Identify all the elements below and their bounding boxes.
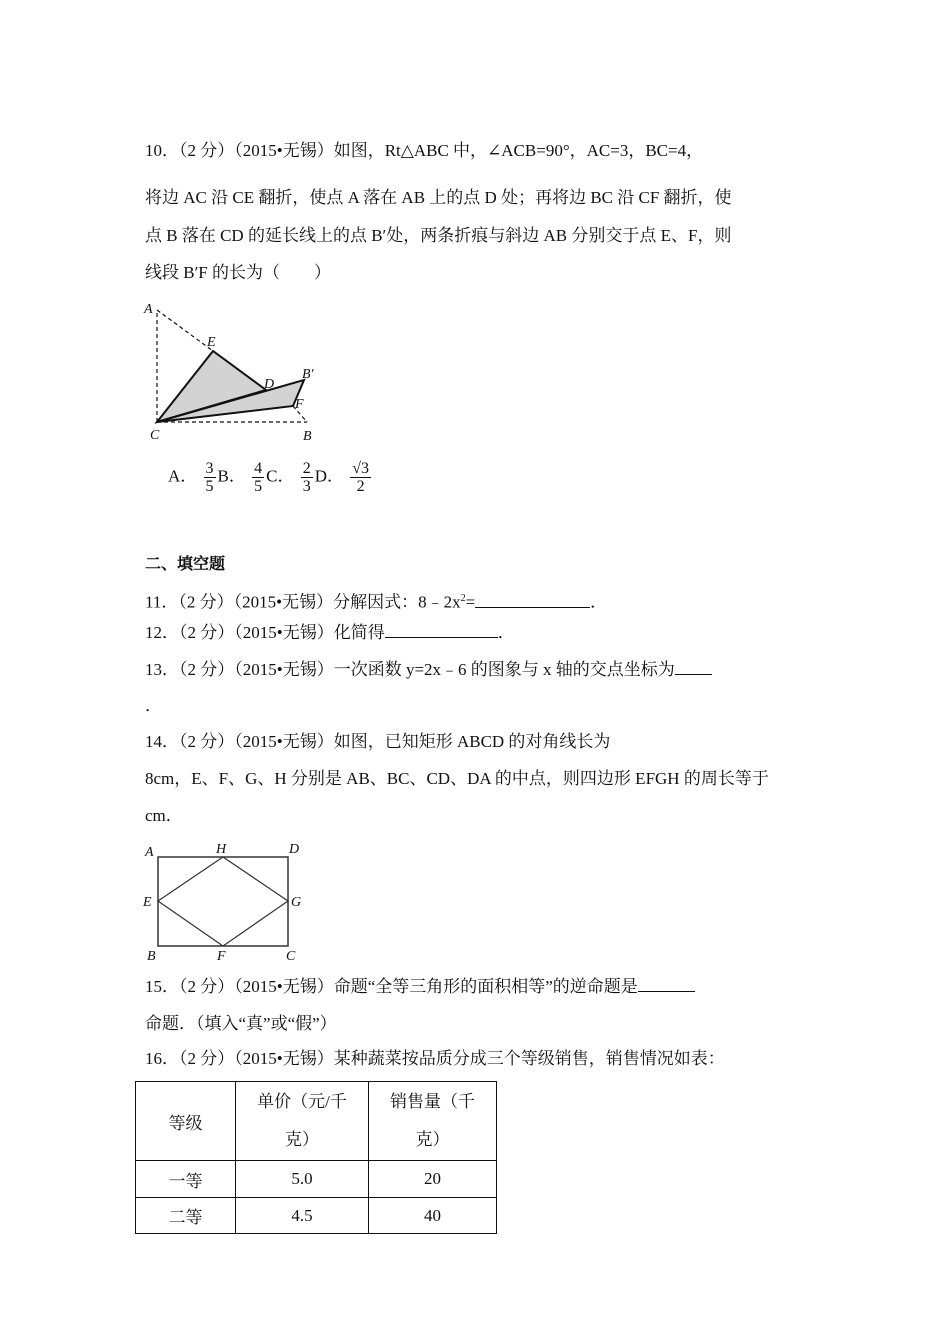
q13-answer-blank[interactable] [675, 658, 712, 675]
row-2-grade: 二等 [136, 1198, 236, 1234]
table-row [136, 1161, 497, 1198]
table-row [136, 1198, 497, 1234]
label-a: A [145, 845, 154, 860]
option-a-num: 3 [205, 460, 214, 477]
header-price [236, 1082, 369, 1161]
option-c-den: 3 [302, 478, 311, 495]
label-f: F [217, 949, 226, 964]
q10-options [168, 460, 373, 495]
header-sales-line1: 销售量（千 [390, 1092, 475, 1111]
row-1-grade: 一等 [136, 1161, 236, 1198]
option-c-label[interactable]: C． [266, 466, 295, 486]
option-c-fraction [301, 460, 313, 495]
row-2-sales: 40 [369, 1198, 497, 1234]
q14-line1: 14．（2 分）（2015•无锡）如图，已知矩形 ABCD 的对角线长为 [145, 732, 611, 751]
q16-line1: 16．（2 分）（2015•无锡）某种蔬菜按品质分成三个等级销售，销售情况如表： [145, 1049, 725, 1068]
q16-grade-table [135, 1081, 497, 1234]
rectangle-abcd [158, 857, 288, 946]
q10-triangle-figure [135, 298, 335, 446]
label-c: C [286, 949, 296, 964]
row-2-price: 4.5 [236, 1198, 369, 1234]
label-g: G [291, 895, 302, 910]
q10-line2: 将边 AC 沿 CE 翻折，使点 A 落在 AB 上的点 D 处；再将边 BC 沿 CF 翻折，使 [145, 188, 732, 207]
section-title-fill-in: 二、填空题 [145, 554, 226, 573]
q11-end: ． [590, 592, 608, 612]
option-a-label[interactable]: A． [168, 466, 198, 486]
q12-answer-blank[interactable] [385, 621, 498, 638]
option-c-num: 2 [302, 460, 311, 477]
q11-answer-blank[interactable] [475, 591, 590, 608]
header-grade: 等级 [136, 1082, 236, 1161]
q10-line1: 10．（2 分）（2015•无锡）如图，Rt△ABC 中，∠ACB=90°，AC=3，BC=4， [145, 141, 704, 160]
option-b-label[interactable]: B． [217, 466, 246, 486]
option-b-num: 4 [254, 460, 263, 477]
q15-text: 15．（2 分）（2015•无锡）命题“全等三角形的面积相等”的逆命题是 [145, 977, 638, 996]
q10-line4: 线段 B′F 的长为（ ） [145, 263, 332, 282]
q14-line3: cm． [145, 806, 183, 825]
option-a-fraction [204, 460, 216, 495]
rhombus-efgh [158, 857, 288, 946]
label-b-prime: B′ [302, 367, 314, 382]
row-1-sales: 20 [369, 1161, 497, 1198]
table-header-row [136, 1082, 497, 1161]
header-price-line1: 单价（元/千 [257, 1092, 347, 1111]
q15-line2: 命题．（填入“真”或“假”） [145, 1014, 337, 1033]
q11 [145, 587, 607, 615]
q10-line3: 点 B 落在 CD 的延长线上的点 B′处，两条折痕与斜边 AB 分别交于点 E、F，则 [145, 226, 732, 245]
label-b: B [147, 949, 156, 964]
q14-rectangle-figure [140, 838, 315, 965]
q12-text: 12．（2 分）（2015•无锡）化简得 [145, 623, 385, 642]
q13-end: ． [145, 696, 162, 715]
option-a-den: 5 [205, 478, 214, 495]
option-b-den: 5 [254, 478, 263, 495]
header-sales [369, 1082, 497, 1161]
q13 [145, 658, 712, 682]
q11-equals: = [465, 592, 476, 612]
label-a: A [144, 302, 153, 317]
option-b-fraction [252, 460, 264, 495]
header-sales-line2: 克） [415, 1130, 450, 1149]
label-e: E [207, 335, 216, 350]
q14-line2: 8cm，E、F、G、H 分别是 AB、BC、CD、DA 的中点，则四边形 EFGH 的周长等于 [145, 769, 769, 788]
q11-exponent: 2 [460, 593, 466, 604]
label-d: D [289, 842, 300, 857]
option-d-den: 2 [356, 478, 365, 495]
q13-text: 13．（2 分）（2015•无锡）一次函数 y=2x﹣6 的图象与 x 轴的交点坐标为 [145, 660, 675, 679]
label-b: B [303, 429, 312, 444]
option-d-fraction [350, 460, 371, 495]
label-h: H [216, 842, 227, 857]
row-1-price: 5.0 [236, 1161, 369, 1198]
label-e: E [143, 895, 152, 910]
label-f: F [295, 397, 304, 412]
label-d: D [264, 377, 275, 392]
q12 [145, 621, 515, 645]
q15 [145, 975, 695, 999]
option-d-num: √3 [352, 460, 370, 477]
option-d-label[interactable]: D． [314, 466, 344, 486]
q12-end: ． [497, 623, 515, 642]
side-ae-dashed [157, 310, 213, 351]
header-price-line2: 克） [285, 1130, 319, 1149]
label-c: C [150, 428, 160, 443]
q15-answer-blank[interactable] [638, 975, 695, 992]
q11-text: 11．（2 分）（2015•无锡）分解因式：8﹣2x [145, 592, 461, 612]
